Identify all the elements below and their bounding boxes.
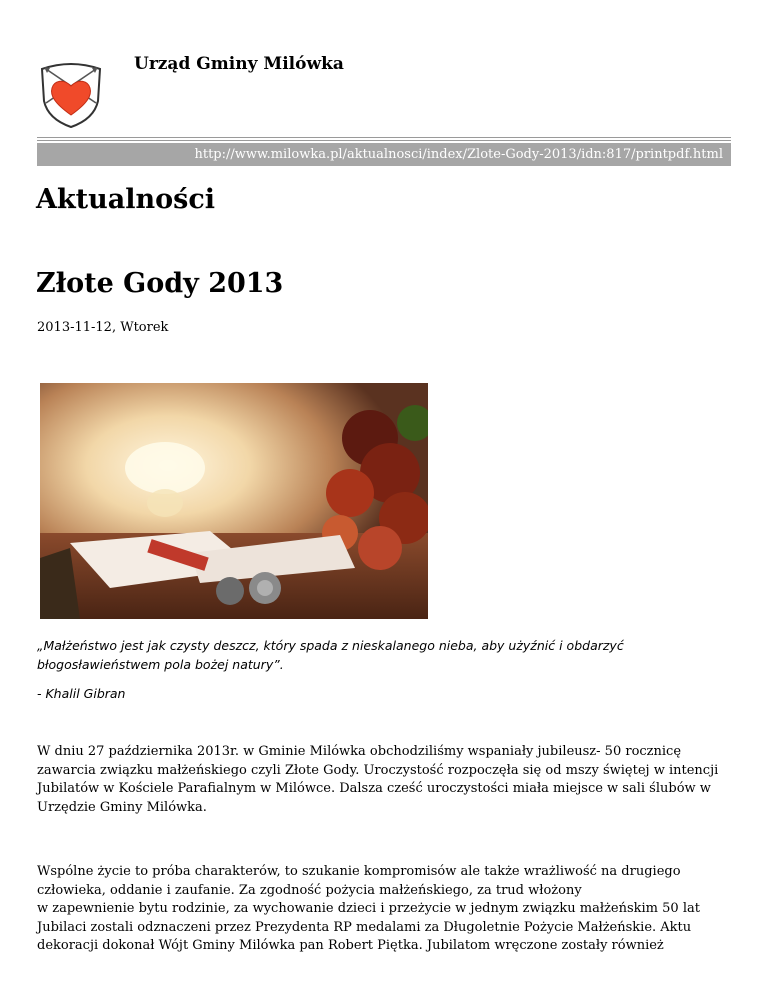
paragraph-line: W dniu 27 października 2013r. w Gminie Milówka obchodziliśmy wspaniały jubileusz- 50 rocznicę [37,744,682,759]
article-paragraph-1 [37,743,731,817]
article-paragraph-2 [37,863,731,956]
paragraph-line: dekoracji dokonał Wójt Gminy Milówka pan Robert Piętka. Jubilatom wręczone zostały również [37,938,664,953]
paragraph-line: w zapewnienie bytu rodzinie, za wychowanie dzieci i przeżycie w jednym związku małżeńskim 50 lat [37,901,700,916]
crest-logo [36,57,106,129]
paragraph-line: Wspólne życie to próba charakterów, to szukanie kompromisów ale także wrażliwość na drugiego [37,864,681,879]
paragraph-line: Urzędzie Gminy Milówka. [37,799,207,815]
anniversary-medal-photo [40,383,428,619]
article-photo [40,383,428,619]
section-heading: Aktualności [36,184,216,215]
url-bar [37,143,731,166]
quote-author: - Khalil Gibran [37,686,126,701]
paragraph-line: Jubilaci zostali odznaczeni przez Prezydenta RP medalami za Długoletnie Pożycie Małżeńskie. Aktu [37,919,692,935]
paragraph-line: człowieka, oddanie i zaufanie. Za zgodność pożycia małżeńskiego, za trud włożony [37,882,582,898]
article-quote: „Małżeństwo jest jak czysty deszcz, który spada z nieskalanego nieba, aby użyźnić i obdarzyć błogosławieństwem pola bożej natury”. [37,638,624,672]
site-title: Urząd Gminy Milówka [134,54,344,74]
article-title: Złote Gody 2013 [36,268,284,299]
header-divider-top [37,137,731,138]
paragraph-line: Jubilatów w Kościele Parafialnym w Milówce. Dalsza cześć uroczystości miała miejsce w sali ślubów w [37,781,711,796]
header-divider-bottom [37,140,731,141]
paragraph-line: zawarcia związku małżeńskiego czyli Złote Gody. Uroczystość rozpoczęła się od mszy świętej w intencji [37,762,719,778]
page-url[interactable]: http://www.milowka.pl/aktualnosci/index/Zlote-Gody-2013/idn:817/printpdf.html [194,147,723,162]
heart-shield-crest-icon [36,57,106,129]
article-date: 2013-11-12, Wtorek [37,320,169,335]
